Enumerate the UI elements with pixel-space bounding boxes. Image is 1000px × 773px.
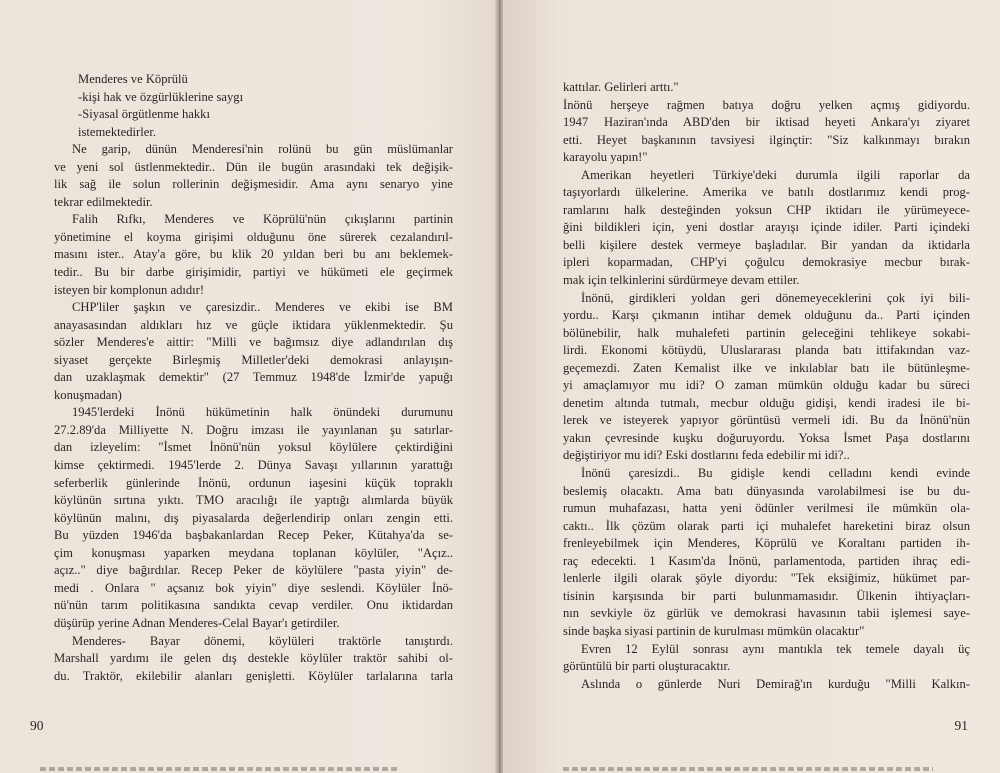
right-page-number: 91 [954,718,968,733]
text-line: yordu.. Karşı çıkmanın intihar demek olduğunu da.. Parti içinden [563,308,970,323]
text-line: yakın çevresinde kuşku doğuruyordu. Yoksa İsmet Paşa dostlarını [563,430,970,445]
left-page [0,0,497,773]
right-bleed-through [563,767,933,771]
text-line: CHP'liler şaşkın ve çaresizdir.. Menderes ve ekibi ise BM [72,300,453,315]
text-line: Menderes ve Köprülü [78,72,188,86]
text-line: frenleyebilmek için Menderes, Köprülü ve Koraltanı partiden ih- [563,536,970,551]
text-line: lenlerle ilgili olarak şöyle diyordu: "Tek eksiğimiz, hükümet par- [563,571,970,586]
text-line: İnönü herşeye rağmen batıya doğru yelken açmış gidiyordu. [563,97,970,112]
text-line: yönetimine el koyma girişimi olduğunu öne sürerek cezalandırıl- [54,229,453,244]
text-line: nın sevkiyle öz gürlük ve demokrasi havasının tabii işlemesi saye- [563,606,970,621]
left-bleed-through [40,767,400,771]
text-line: Bu yüzden 1946'da başbakanlardan Recep Peker, Kütahya'da se- [54,528,453,543]
text-line: ipleri koparmadan, CHP'yi çoğulcu demokrasiye mecbur bırak- [563,255,970,270]
text-line: görüntülü bir parti oluşturacaktır. [563,659,731,674]
text-line: Falih Rıfkı, Menderes ve Köprülü'nün çıkışlarını partinin [72,212,453,227]
text-line: ramlarını halk desteğinden yoksun CHP iktidarı ile yürümeyece- [563,202,970,217]
text-line: tisinin karşısında bir parti bulunmamasıdır. Ülkenin ihtiyaçları- [563,588,970,603]
text-line: -Siyasal örgütlenme hakkı [78,107,210,122]
right-page-text [563,79,970,693]
text-line: yi amaçlamıyor mu idi? O zaman mümkün olduğu kadar bu süreci [563,378,970,393]
text-line: konuşmadan) [54,387,122,402]
right-page [503,0,1000,773]
text-line: beslemiş olacaktı. Ama batı dünyasında varolabilmesi ise bu du- [563,483,970,498]
text-line: sözler Menderes'e aittir: "Milli ve bağımsız diye adlandırılan dış [54,335,453,350]
text-line: İnönü, girdikleri yoldan geri dönemeyeceklerini çok iyi bili- [581,290,970,305]
text-line: 1945'lerdeki İnönü hükümetinin halk önündeki durumunu [72,405,453,420]
text-line: etti. Heyet başkanının tavsiyesi ilginçtir: "Siz kalkınmayı bırakın [563,132,970,147]
text-line: denetim altında tutmalı, mecbur olduğu gidişi, kendi iradesi ile bi- [563,395,970,410]
text-line: medi . Onlara " açsanız bok yiyin" diye seslendi. Köylüler İnö- [54,580,453,595]
text-line: kattılar. Gelirleri arttı." [563,80,679,94]
text-line: lerek ve isteyerek yapıyor görüntüsü vermeli idi. Bu da İnönü'nün [563,413,970,428]
text-line: dan uzaklaşmak demektir" (27 Temmuz 1948'de İzmir'de yapuğı [54,370,453,385]
text-line: du. Traktör, ekilebilir alanları genişletti. Köylüler tarlalarına tarla [54,668,453,683]
text-line: çim konuşması yaparken meydana toplanan köylüler, "Açız.. [54,545,453,560]
left-page-text [54,71,453,685]
text-line: ve yeni sol üstlenmektedir.. Dün ile bugün arasındaki tek değişik- [54,159,453,174]
text-line: isteyen bir komplonun adıdır! [54,282,205,297]
text-line: anayasasından aldıkları hız ve güçle iktidara yüklenmektedir. Şu [54,317,453,332]
text-line: tedir.. Bu bir darbe girişimidir, partiyi ve hükümeti ele geçirmek [54,265,453,280]
text-line: bölünebilir, halk muhalefeti partinin geleceğini tehlikeye sokabi- [563,325,970,340]
text-line: belli kişilere destek vermeye başladılar. Bir yandan da iktidarla [563,237,970,252]
text-line: lik sağ ile solun rollerinin değişmesidir. Ama aynı senaryo yine [54,177,453,192]
text-line: İnönü çaresizdi.. Bu gidişle kendi celladını kendi evinde [581,466,970,481]
text-line: seferberlik günlerinde İnönü, ordunun iaşesini küçük topraklı [54,475,453,490]
text-line: siyaset gerçekte Birleşmiş Milletler'deki demokrasi anlayışın- [54,352,453,367]
text-line: Amerikan heyetleri Türkiye'deki durumla ilgili raporlar da [581,167,970,182]
text-line: sinde başka siyasi partinin de kurulması mümkün olacaktır" [563,623,865,638]
text-line: köylünün malını, dış piyasalarda değerlendirip onları zengin etti. [54,510,453,525]
text-line: mak için telkinlerini sürdürmeye devam ettiler. [563,273,800,288]
text-line: nü'nün tarım politikasına sandıkta cevap verdiler. Onu iktidardan [54,598,453,613]
text-line: düşürüp yerine Adnan Menderes-Celal Bayar'ı getirdiler. [54,615,340,630]
text-line: istemektedirler. [78,124,156,139]
text-line: lirdi. Ekonomi kötüydü, Uluslararası planda batı ittifakından vaz- [563,343,970,358]
text-line: Ne garip, dünün Menderesi'nin rolünü bu gün müslümanlar [72,142,453,157]
text-line: caktı.. İlk çözüm olarak parti içi muhalefet hareketini biraz olsun [563,518,970,533]
text-line: ğini bildikleri için, yeni dostlar arayışı içinde idiler. Parti içindeki [563,220,970,235]
text-line: kimse çektirmedi. 1945'lerde 2. Dünya Savaşı yıllarının yarattığı [54,458,453,473]
text-line: masını ister.. Atay'a göre, bu klik 20 yıldan beri bu anı beklemek- [54,247,453,262]
text-line: tekrar edilmektedir. [54,194,153,209]
text-line: değiştiriyor mu idi? Eski dostlarını feda edebilir mi idi?.. [563,448,850,463]
text-line: raç edecekti. 1 Kasım'da İnönü, parlamentoda, partiden ihraç edi- [563,553,970,568]
text-line: Marshall yardımı ile gelen dış destekle köylüler traktör sahibi ol- [54,651,453,666]
text-line: Menderes- Bayar dönemi, köylüleri traktörle tanıştırdı. [72,633,453,648]
text-line: köylünün sırtına yıktı. TMO aracılığı ile yaptığı alımlarda büyük [54,493,453,508]
text-line: 1947 Haziran'ında ABD'den bir iktisad heyeti Ankara'yı ziyaret [563,115,970,130]
text-line: taşıyorlardı ülkelerine. Amerika ve batılı dostlarımız kendi prog- [563,185,970,200]
text-line: -kişi hak ve özgürlüklerine saygı [78,89,244,104]
left-page-number: 90 [30,718,44,733]
text-line: dan izleyelim: "İsmet İnönü'nün yoksul köylülere çektirdiğini [54,440,453,455]
text-line: rumun muhafazası, hatta yeni ödünler verilmesi ile mümkün ola- [563,501,970,516]
text-line: açız.." diye bağırdılar. Recep Peker de köylülere "pasta yiyin" de- [54,563,453,578]
text-line: Evren 12 Eylül sonrası aynı mantıkla tek temele dayalı üç [581,641,970,656]
text-line: Aslında o günlerde Nuri Demirağ'ın kurduğu "Milli Kalkın- [581,676,970,691]
text-line: karayolu yapın!" [563,150,648,165]
text-line: geçemezdi. Zaten Kemalist ilke ve inkılablar batı ile bütünleşme- [563,360,970,375]
text-line: 27.2.89'da Milliyette N. Doğru imzası ile yayınlanan şu satırlar- [54,422,453,437]
